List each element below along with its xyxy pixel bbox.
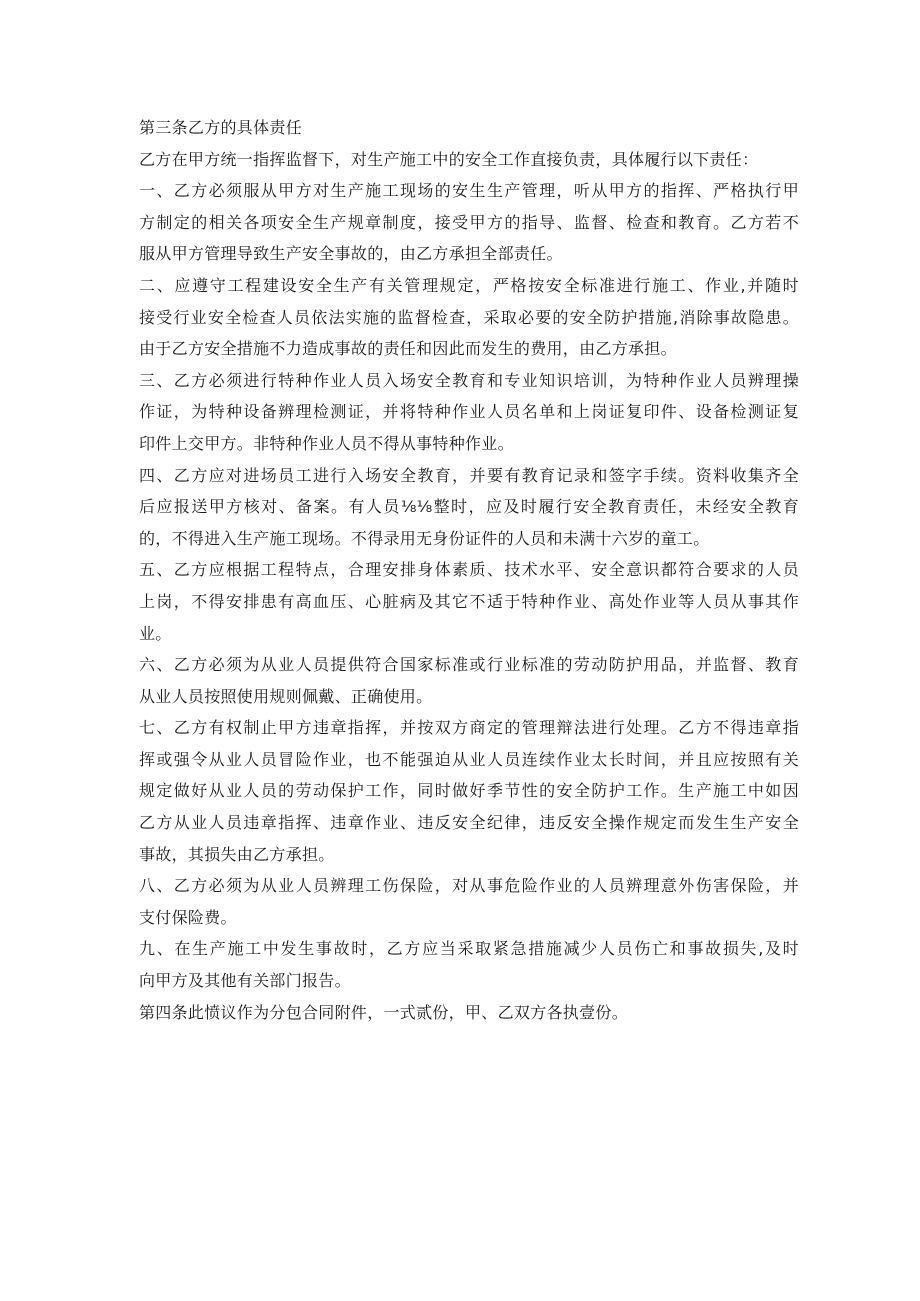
paragraph-line: 一、乙方必须服从甲方对生产施工现场的安生生产管理，听从甲方的指挥、严格执行甲: [139, 181, 799, 201]
paragraph-line: 的，不得进入生产施工现场。不得录用无身份证件的人员和未满十六岁的童工。: [139, 528, 710, 548]
document-body: [139, 112, 799, 1028]
section-heading: 第四条此愤议作为分包合同附件，一式贰份，甲、乙双方各执壹份。: [139, 1002, 629, 1022]
paragraph-line: 接受行业安全检查人员依法实施的监督检查，采取必要的安全防护措施,消除事故隐患。: [139, 307, 799, 327]
paragraph-line: 三、乙方必须进行特种作业人员入场安全教育和专业知识培训，为特种作业人员辨理操: [139, 370, 799, 390]
paragraph-line: 四、乙方应对进场员工进行入场安全教育，并要有教育记录和签字手续。资料收集齐全: [139, 465, 799, 485]
paragraph-line: 规定做好从业人员的劳动保护工作，同时做好季节性的安全防护工作。生产施工中如因: [139, 781, 799, 801]
paragraph-line: 挥或强令从业人员冒险作业，也不能强迫从业人员连续作业太长时间，并且应按照有关: [139, 749, 799, 769]
paragraph-line: 服从甲方管理导致生产安全事故的，由乙方承担全部责任。: [139, 244, 563, 264]
paragraph-line: 八、乙方必须为从业人员辨理工伤保险，对从事危险作业的人员辨理意外伤害保险，并: [139, 876, 799, 896]
paragraph-line: 六、乙方必须为从业人员提供符合国家标准或行业标准的劳动防护用品，并监督、教育: [139, 655, 799, 675]
paragraph-line: 上岗，不得安排患有高血压、心脏病及其它不适于特种作业、高处作业等人员从事其作: [139, 591, 799, 611]
paragraph-line: 五、乙方应根据工程特点，合理安排身体素质、技术水平、安全意识都符合要求的人员: [139, 560, 799, 580]
paragraph-line: 从业人员按照使用规则佩戴、正确使用。: [139, 686, 433, 706]
paragraph-line: 支付保险费。: [139, 907, 237, 927]
paragraph-line: 印件上交甲方。非特种作业人员不得从事特种作业。: [139, 433, 514, 453]
paragraph-line: 向甲方及其他有关部门报告。: [139, 971, 351, 991]
paragraph-line: 乙方在甲方统一指挥监督下，对生产施工中的安全工作直接负责，具体履行以下责任：: [139, 149, 759, 169]
paragraph-line: 事故，其损失由乙方承担。: [139, 844, 335, 864]
paragraph-line: 九、在生产施工中发生事故时，乙方应当采取紧急措施减少人员伤亡和事故损失,及时: [139, 939, 799, 959]
paragraph-line: 二、应遵守工程建设安全生产有关管理规定，严格按安全标准进行施工、作业,并随时: [139, 275, 799, 295]
paragraph-line: 由于乙方安全措施不力造成事故的责任和因此而发生的费用，由乙方承担。: [139, 339, 677, 359]
paragraph-line: 方制定的相关各项安全生产规章制度，接受甲方的指导、监督、检查和教育。乙方若不: [139, 212, 799, 232]
paragraph-line: 后应报送甲方核对、备案。有人员⅛⅛整时，应及时履行安全教育责任，未经安全教育: [139, 497, 799, 517]
paragraph-line: 七、乙方有权制止甲方违章指挥，并按双方商定的管理辩法进行处理。乙方不得违章指: [139, 718, 799, 738]
paragraph-line: 业。: [139, 623, 172, 643]
paragraph-line: 乙方从业人员违章指挥、违章作业、违反安全纪律，违反安全操作规定而发生生产安全: [139, 813, 799, 833]
section-heading: 第三条乙方的具体责任: [139, 118, 303, 137]
paragraph-line: 作证，为特种设备辨理检测证，并将特种作业人员名单和上岗证复印件、设备检测证复: [139, 402, 799, 422]
